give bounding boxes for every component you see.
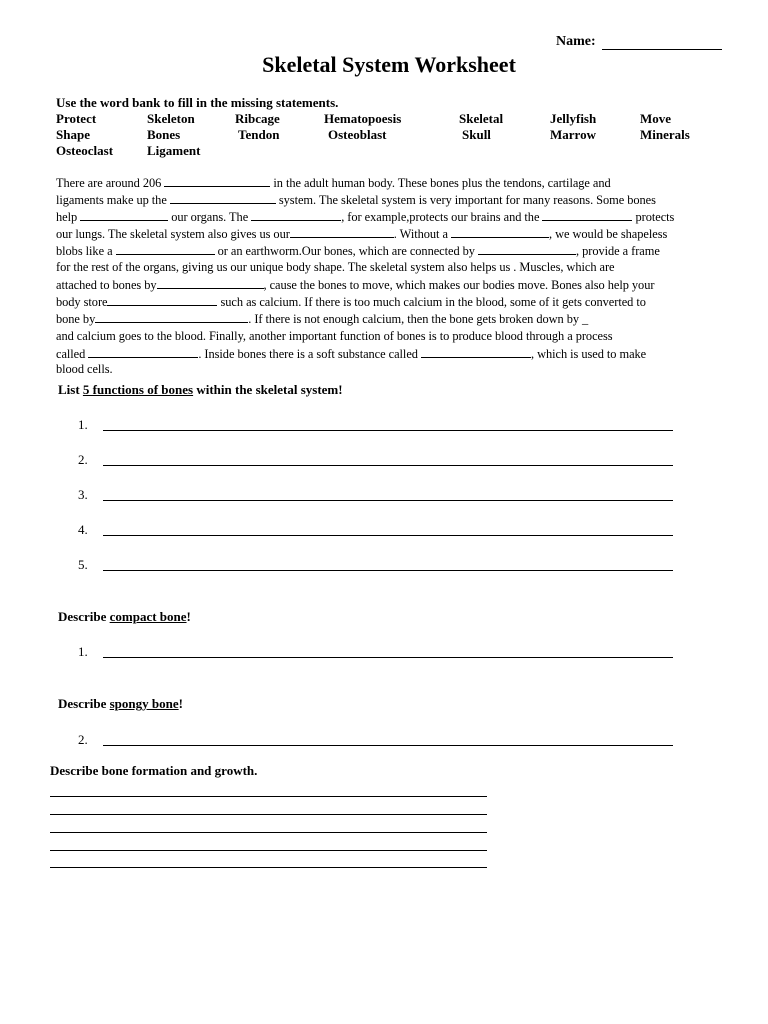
fill-blank[interactable]: [88, 346, 198, 358]
answer-line[interactable]: [103, 465, 673, 466]
word-bank-item: Skeleton: [147, 111, 195, 126]
compact-bone-heading: Describe compact bone!: [58, 609, 191, 624]
answer-line[interactable]: [50, 867, 487, 868]
word-bank-item: Shape: [56, 127, 90, 142]
word-bank-item: Osteoclast: [56, 143, 114, 158]
word-bank-item: Skeletal: [459, 111, 504, 126]
answer-line[interactable]: [103, 500, 673, 501]
paragraph-line: attached to bones by , cause the bones to move, which makes our bodies move. Bones also help your: [56, 278, 655, 292]
item-number: 5.: [78, 557, 88, 572]
answer-line[interactable]: [103, 535, 673, 536]
item-number: 2.: [78, 452, 88, 467]
word-bank-item: Move: [640, 111, 672, 126]
answer-line[interactable]: [103, 570, 673, 571]
word-bank-item: Tendon: [238, 127, 280, 142]
name-label: Name:: [556, 34, 596, 49]
fill-blank[interactable]: [421, 346, 531, 358]
word-bank-item: Protect: [56, 111, 97, 126]
answer-line[interactable]: [50, 850, 487, 851]
answer-line[interactable]: [103, 430, 673, 431]
paragraph-line: bone by . If there is not enough calcium, then the bone gets broken down by _: [56, 312, 589, 326]
word-bank-item: Marrow: [550, 127, 596, 142]
functions-heading: List 5 functions of bones within the skeletal system!: [58, 382, 343, 397]
fill-blank[interactable]: [290, 226, 394, 238]
paragraph-line: body store such as calcium. If there is too much calcium in the blood, some of it gets converted to: [56, 295, 646, 309]
fill-blank[interactable]: [80, 209, 168, 221]
item-number: 1.: [78, 417, 88, 432]
answer-line[interactable]: [50, 832, 487, 833]
fill-blank[interactable]: [107, 294, 217, 306]
fill-blank[interactable]: [157, 277, 264, 289]
paragraph-line: called . Inside bones there is a soft substance called , which is used to make: [56, 347, 647, 361]
item-number: 4.: [78, 522, 88, 537]
answer-line[interactable]: [103, 745, 673, 746]
answer-line[interactable]: [50, 814, 487, 815]
answer-line[interactable]: [50, 796, 487, 797]
paragraph-line: ligaments make up the system. The skeletal system is very important for many reasons. Some bones: [56, 193, 656, 207]
name-blank[interactable]: [602, 36, 722, 50]
word-bank-item: Ligament: [147, 143, 201, 158]
fill-blank[interactable]: [542, 209, 632, 221]
word-bank-item: Hematopoesis: [324, 111, 402, 126]
paragraph-line: for the rest of the organs, giving us our unique body shape. The skeletal system also helps us . Muscles, which are: [56, 260, 615, 274]
answer-line[interactable]: [103, 657, 673, 658]
item-number: 2.: [78, 732, 88, 747]
fill-blank[interactable]: [251, 209, 341, 221]
word-bank-item: Bones: [147, 127, 181, 142]
page-title: Skeletal System Worksheet: [262, 52, 516, 77]
paragraph-line: our lungs. The skeletal system also gives us our . Without a , we would be shapeless: [56, 227, 668, 241]
fill-blank[interactable]: [164, 175, 270, 187]
paragraph-line: help our organs. The , for example,protects our brains and the protects: [56, 210, 675, 224]
word-bank-item: Ribcage: [235, 111, 280, 126]
word-bank-item: Minerals: [640, 127, 690, 142]
item-number: 1.: [78, 644, 88, 659]
formation-heading: Describe bone formation and growth.: [50, 763, 258, 778]
word-bank-item: Skull: [462, 127, 491, 142]
word-bank-instruction: Use the word bank to fill in the missing statements.: [56, 95, 339, 110]
paragraph-line: blood cells.: [56, 362, 113, 376]
spongy-bone-heading: Describe spongy bone!: [58, 696, 183, 711]
fill-blank[interactable]: [170, 192, 276, 204]
fill-blank[interactable]: [451, 226, 549, 238]
paragraph-line: blobs like a or an earthworm.Our bones, which are connected by , provide a frame: [56, 244, 660, 258]
name-field[interactable]: [556, 34, 722, 50]
item-number: 3.: [78, 487, 88, 502]
fill-blank[interactable]: [478, 243, 576, 255]
fill-blank[interactable]: [95, 311, 248, 323]
paragraph-line: There are around 206 in the adult human body. These bones plus the tendons, cartilage and: [56, 176, 611, 190]
word-bank-item: Jellyfish: [550, 111, 597, 126]
fill-blank[interactable]: [116, 243, 215, 255]
paragraph-line: and calcium goes to the blood. Finally, another important function of bones is to produce blood through a process: [56, 329, 613, 343]
word-bank-item: Osteoblast: [328, 127, 387, 142]
